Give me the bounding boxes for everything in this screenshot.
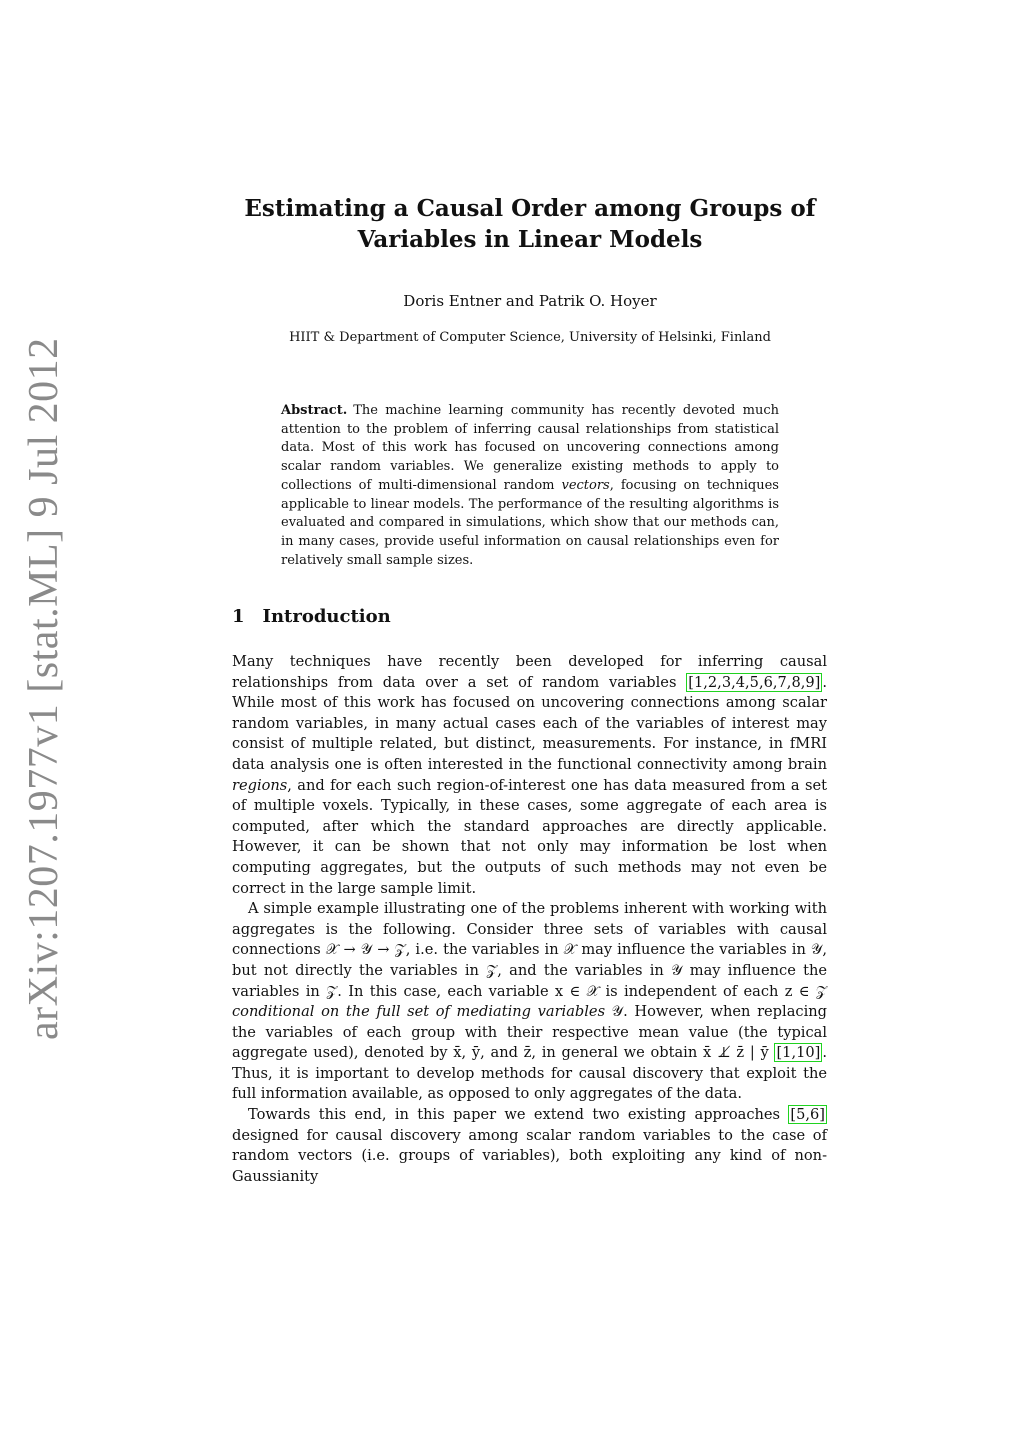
authors: Doris Entner and Patrik O. Hoyer bbox=[403, 292, 657, 310]
title-line-1: Estimating a Causal Order among Groups of bbox=[244, 195, 816, 222]
p2-text-c: . Thus, it is important to develop methods for causal discovery that exploit the full information available, as opposed to only aggregates of the data. bbox=[232, 1044, 827, 1103]
p2-text-a: A simple example illustrating one of the problems inherent with working with aggregates is the following. Consider three sets of variables with causal connections 𝒳 → 𝒴 → 𝒵, i.e. the variables in 𝒳 may influence the variables in 𝒴, but not directly the variables in 𝒵, and the variables in 𝒴 may influence the variables in 𝒵. In this case, each variable x ∈ 𝒳 is independent of each z ∈ 𝒵 bbox=[232, 900, 827, 1000]
citation-link[interactable]: [5,6] bbox=[790, 1106, 825, 1124]
section-number: 1 bbox=[232, 606, 245, 627]
p3-text-b: designed for causal discovery among scalar random variables to the case of random vectors (i.e. groups of variables), both exploiting any kind of non-Gaussianity bbox=[232, 1126, 827, 1185]
affiliation: HIIT & Department of Computer Science, University of Helsinki, Finland bbox=[289, 330, 771, 345]
p2-emphasis: conditional on the full set of mediating variables bbox=[232, 1003, 606, 1021]
abstract bbox=[281, 402, 779, 570]
p1-text-c: , and for each such region-of-interest one has data measured from a set of multiple voxels. Typically, in these cases, some aggregate of each area is computed, after which the standard approaches are directly applicable. However, it can be shown that not only may information be lost when computing aggregates, but the outputs of such methods may not even be correct in the large sample limit. bbox=[232, 776, 827, 897]
p1-text-b: . While most of this work has focused on uncovering connections among scalar random variables, in many actual cases each of the variables of interest may consist of multiple related, but distinct, measurements. For instance, in fMRI data analysis one is often interested in the functional connectivity among brain bbox=[232, 673, 827, 773]
p1-emphasis: regions bbox=[232, 776, 288, 794]
abstract-text-1: The machine learning community has recently devoted much attention to the problem of inferring causal relationships from statistical data. Most of this work has focused on uncovering connections among scalar random variables. We generalize existing methods to apply to collections of multi-dimensional random bbox=[281, 403, 779, 493]
section-title: Introduction bbox=[262, 606, 391, 627]
paper-title bbox=[200, 193, 860, 255]
p1-text-a: Many techniques have recently been developed for inferring causal relationships from data over a set of random variables bbox=[232, 653, 827, 691]
paragraph-1 bbox=[232, 652, 827, 899]
paragraph-2 bbox=[232, 899, 827, 1105]
abstract-emphasis: vectors bbox=[561, 477, 610, 493]
citation-link[interactable]: [1,2,3,4,5,6,7,8,9] bbox=[688, 673, 821, 691]
p3-text-a: Towards this end, in this paper we extend two existing approaches bbox=[248, 1106, 789, 1124]
citation-link[interactable]: [1,10] bbox=[776, 1044, 821, 1062]
title-line-2: Variables in Linear Models bbox=[357, 226, 703, 253]
abstract-text-2: , focusing on techniques applicable to linear models. The performance of the resulting algorithms is evaluated and compared in simulations, which show that our methods can, in many cases, provide useful information on causal relationships even for relatively small sample sizes. bbox=[281, 477, 779, 568]
arxiv-identifier: arXiv:1207.1977v1 [stat.ML] 9 Jul 2012 bbox=[21, 337, 67, 1040]
abstract-label: Abstract. bbox=[281, 403, 348, 418]
p2-text-b: 𝒴. However, when replacing the variables of each group with their respective mean value (the typical aggregate used), denoted by x̄, ȳ, and z̄, in general we obtain x̄ ⊥̸ z̄ | ȳ bbox=[232, 1003, 827, 1062]
paragraph-3 bbox=[232, 1105, 827, 1187]
introduction-body bbox=[232, 652, 827, 1187]
section-heading bbox=[232, 606, 391, 627]
